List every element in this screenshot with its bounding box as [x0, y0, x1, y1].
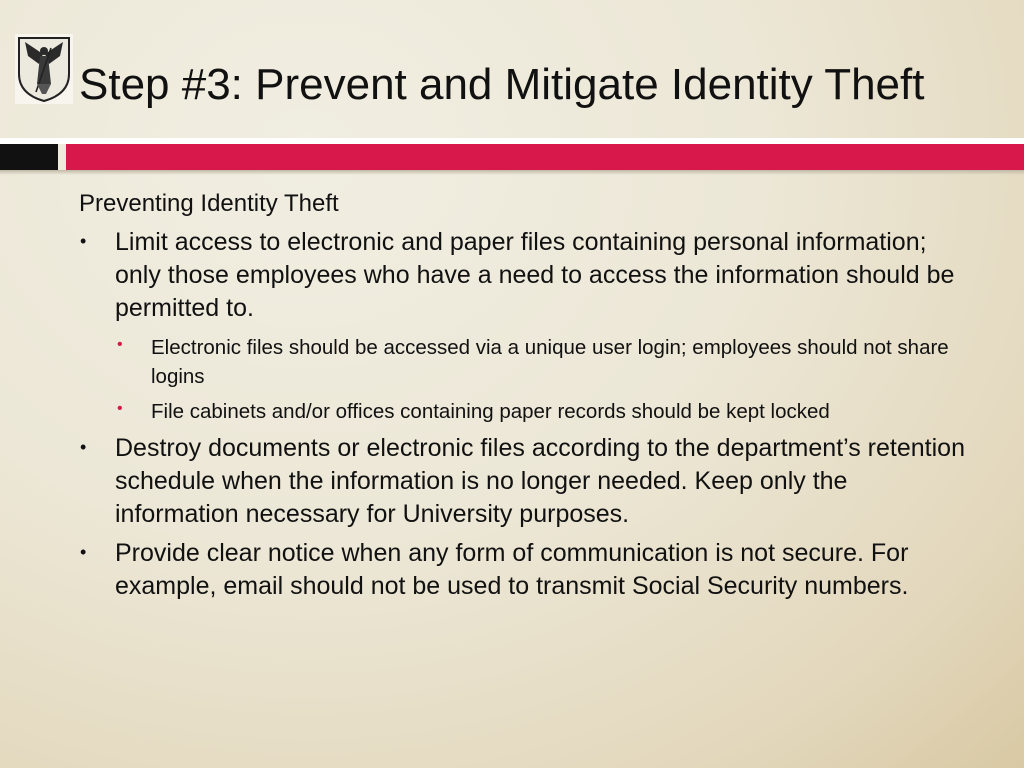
- sub-bullet-item: [115, 397, 981, 426]
- bullet-dot-icon: •: [80, 231, 87, 251]
- sub-bullet-text: File cabinets and/or offices containing paper records should be kept locked: [151, 400, 830, 423]
- angel-crest-icon: [15, 34, 73, 104]
- bullet-dot-icon: •: [80, 542, 87, 562]
- slide-title: Step #3: Prevent and Mitigate Identity Theft: [79, 60, 925, 109]
- title-divider-red-bar: [66, 144, 1024, 170]
- sub-bullet-list: [115, 333, 975, 426]
- sub-bullet-item: [115, 333, 981, 391]
- logo-graphic: [15, 34, 73, 104]
- bullet-item: [79, 537, 975, 603]
- bullet-item: [79, 226, 975, 426]
- bullet-item: [79, 432, 975, 531]
- red-bullet-dot-icon: •: [117, 400, 123, 417]
- section-heading: Preventing Identity Theft: [79, 190, 339, 217]
- bullet-list: [79, 226, 979, 603]
- bullet-dot-icon: •: [80, 437, 87, 457]
- sub-bullet-text: Electronic files should be accessed via a unique user login; employees should not share logins: [151, 336, 949, 388]
- title-divider-black-block: [0, 144, 58, 170]
- title-divider-shadow: [0, 170, 1024, 175]
- bullet-text: Provide clear notice when any form of communication is not secure. For example, email should not be used to transmit Social Security numbers.: [115, 539, 909, 600]
- slide-body: [79, 188, 979, 609]
- red-bullet-dot-icon: •: [117, 336, 123, 353]
- bullet-text: Destroy documents or electronic files according to the department’s retention schedule when the information is no longer needed. Keep only the information necessary for University purposes.: [115, 434, 965, 528]
- bullet-text: Limit access to electronic and paper files containing personal information; only those employees who have a need to access the information should be permitted to.: [115, 228, 955, 322]
